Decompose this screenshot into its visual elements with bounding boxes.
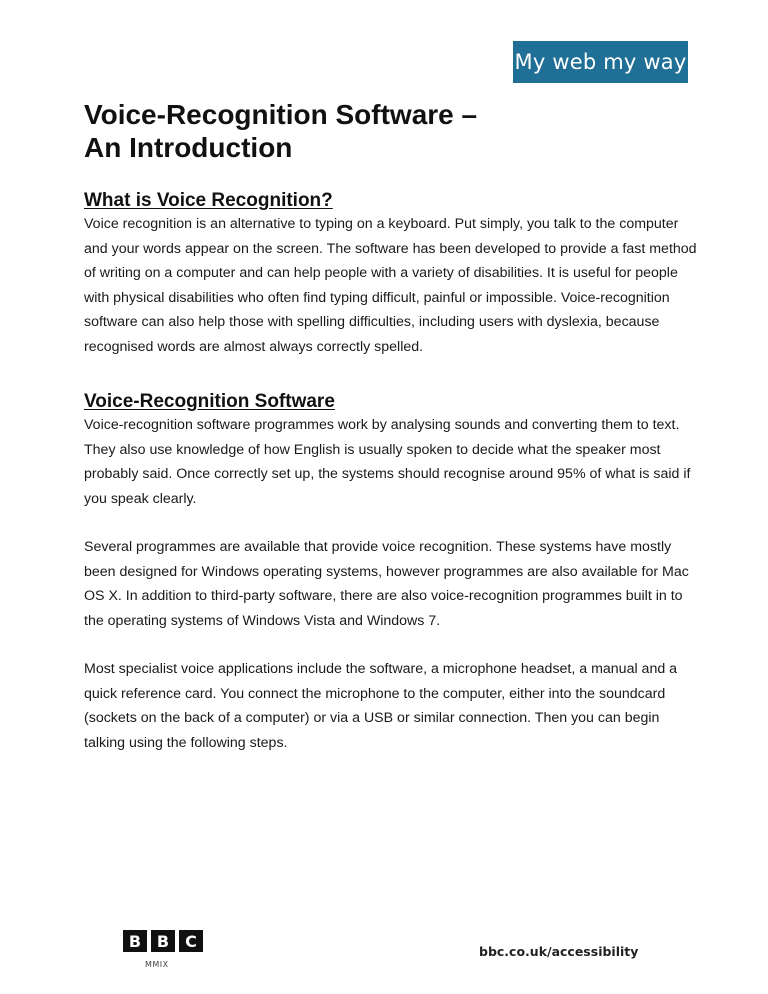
section-heading-voice-recognition-software: Voice-Recognition Software [84, 391, 335, 412]
accessibility-link[interactable]: bbc.co.uk/accessibility [479, 944, 639, 959]
paragraph-intro: Voice recognition is an alternative to typing on a keyboard. Put simply, you talk to the computer and your words appear on the screen. The software has been developed to provide a fast method of writing on a computer and can help people with a variety of disabilities. It is useful for people with physical disabilities who often find typing difficult, painful or impossible. Voice-recognition software can also help those with spelling difficulties, including users with dyslexia, because recognised words are almost always correctly spelled. [84, 216, 697, 355]
banner-label: My web my way [514, 50, 687, 74]
bbc-logo-letter: C [179, 930, 203, 952]
document-title [84, 98, 704, 164]
my-web-my-way-banner [513, 41, 688, 83]
paragraph-how-it-works: Voice-recognition software programmes work by analysing sounds and converting them to text. They also use knowledge of how English is usually spoken to decide what the speaker most probably said. Once correctly set up, the systems should recognise around 95% of what is said if you speak clearly. [84, 417, 691, 507]
bbc-logo-letter: B [151, 930, 175, 952]
logo-subtitle: MMIX [145, 960, 169, 969]
title-line-1: Voice-Recognition Software – [84, 99, 478, 130]
bbc-logo-letter: B [123, 930, 147, 952]
section-heading-what-is-voice-recognition: What is Voice Recognition? [84, 190, 333, 211]
paragraph-specialist-applications: Most specialist voice applications include the software, a microphone headset, a manual and a quick reference card. You connect the microphone to the computer, either into the soundcard (sockets on the back of a computer) or via a USB or similar connection. Then you can begin talking using the following steps. [84, 661, 678, 751]
paragraph-available-programmes: Several programmes are available that provide voice recognition. These systems have mostly been designed for Windows operating systems, however programmes are also available for Mac OS X. In addition to third-party software, there are also voice-recognition programmes built in to the operating systems of Windows Vista and Windows 7. [84, 539, 689, 629]
document-body [84, 98, 704, 755]
bbc-logo [123, 930, 203, 952]
title-line-2: An Introduction [84, 132, 293, 163]
